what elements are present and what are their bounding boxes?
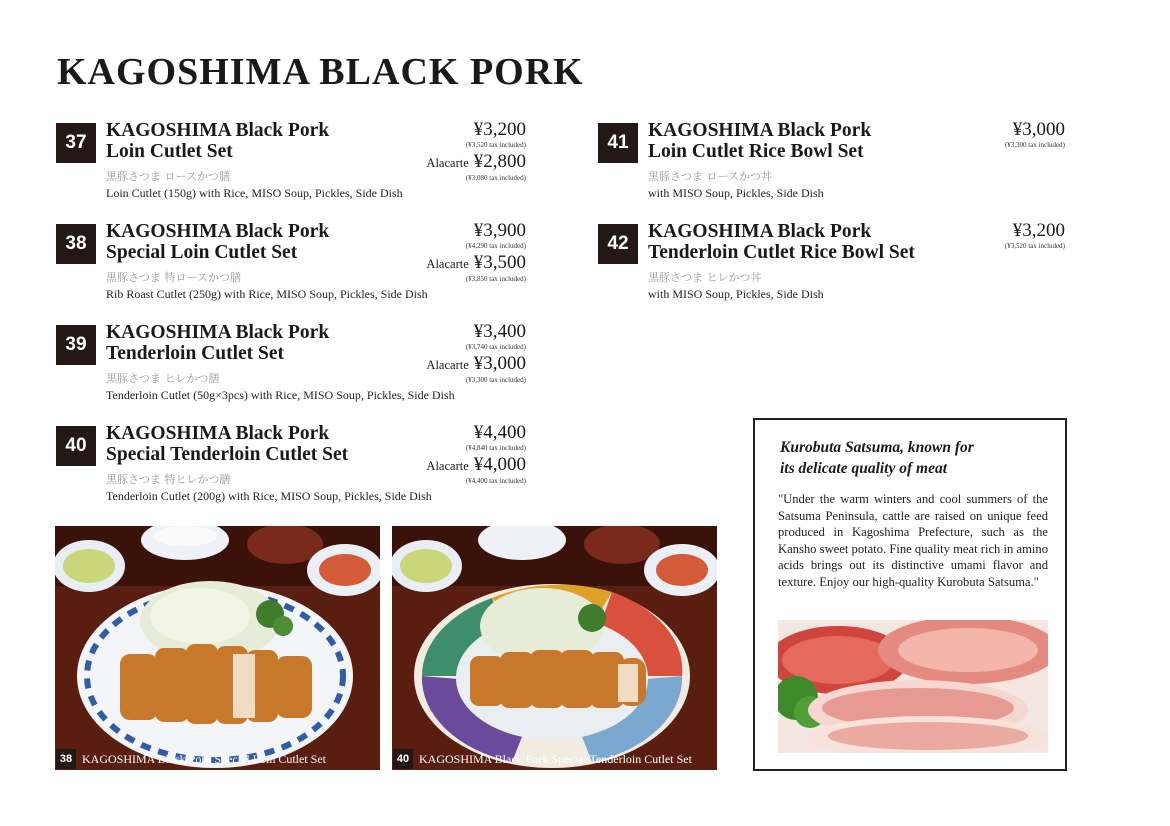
alacarte-price: ¥4,000: [473, 454, 526, 475]
item-number-badge: 41: [598, 123, 638, 163]
menu-item-41[interactable]: [598, 120, 1068, 210]
item-japanese-name: 黒豚さつま ヒレかつ膳: [106, 372, 220, 385]
item-number-badge: 37: [56, 123, 96, 163]
caption-number-badge: 38: [56, 749, 76, 769]
item-name: KAGOSHIMA Black Pork Tenderloin Cutlet Set: [106, 322, 330, 364]
price-block: [1005, 221, 1065, 251]
set-price-tax: (¥4,840 tax included): [465, 444, 526, 452]
item-number-badge: 40: [56, 426, 96, 466]
price-block: [1005, 120, 1065, 150]
item-description: with MISO Soup, Pickles, Side Dish: [648, 186, 824, 200]
photo-caption: [392, 748, 692, 770]
price-block: [426, 120, 526, 183]
alacarte-price-tax: (¥3,850 tax included): [465, 275, 526, 283]
item-number-badge: 42: [598, 224, 638, 264]
item-name: KAGOSHIMA Black Pork Special Tenderloin Cutlet Set: [106, 423, 349, 465]
item-japanese-name: 黒豚さつま ヒレかつ丼: [648, 271, 762, 284]
set-price: ¥3,200: [1012, 220, 1065, 241]
caption-text: KAGOSHIMA Black Pork Special Tenderloin Cutlet Set: [419, 751, 692, 766]
info-box-title: Kurobuta Satsuma, known for its delicate quality of meat: [780, 439, 974, 477]
item-name: KAGOSHIMA Black Pork Special Loin Cutlet Set: [106, 221, 330, 263]
kurobuta-info-box: [753, 418, 1067, 771]
item-name: KAGOSHIMA Black Pork Loin Cutlet Set: [106, 120, 330, 162]
item-japanese-name: 黒豚さつま 特ロースかつ膳: [106, 271, 241, 284]
item-japanese-name: 黒豚さつま ロースかつ膳: [106, 170, 230, 183]
alacarte-price: ¥3,500: [473, 252, 526, 273]
item-description: with MISO Soup, Pickles, Side Dish: [648, 287, 824, 301]
item-japanese-name: 黒豚さつま ロースかつ丼: [648, 170, 772, 183]
set-price-tax: (¥3,520 tax included): [465, 141, 526, 149]
caption-number-badge: 40: [393, 749, 413, 769]
alacarte-label: Alacarte: [426, 156, 469, 170]
item-name: KAGOSHIMA Black Pork Loin Cutlet Rice Bowl Set: [648, 120, 872, 162]
alacarte-label: Alacarte: [426, 358, 469, 372]
alacarte-price-tax: (¥4,400 tax included): [465, 477, 526, 485]
item-description: Loin Cutlet (150g) with Rice, MISO Soup, Pickles, Side Dish: [106, 186, 403, 200]
menu-item-40[interactable]: [56, 423, 526, 513]
set-price-tax: (¥4,290 tax included): [465, 242, 526, 250]
set-price: ¥3,900: [473, 220, 526, 241]
set-price: ¥3,200: [473, 119, 526, 140]
photo-illustration: [55, 526, 380, 770]
price-block: [426, 423, 526, 486]
menu-item-42[interactable]: [598, 221, 1068, 311]
set-price-tax: (¥3,740 tax included): [465, 343, 526, 351]
item-name: KAGOSHIMA Black Pork Tenderloin Cutlet Rice Bowl Set: [648, 221, 915, 263]
item-number-badge: 38: [56, 224, 96, 264]
raw-pork-photo: [778, 620, 1048, 753]
menu-item-37[interactable]: [56, 120, 526, 210]
alacarte-price-tax: (¥3,080 tax included): [465, 174, 526, 182]
page-title: KAGOSHIMA BLACK PORK: [57, 51, 584, 93]
food-photo-special-loin: [55, 526, 380, 770]
item-description: Rib Roast Cutlet (250g) with Rice, MISO Soup, Pickles, Side Dish: [106, 287, 428, 301]
set-price: ¥3,400: [473, 321, 526, 342]
set-price: ¥4,400: [473, 422, 526, 443]
photo-illustration: [778, 620, 1048, 753]
item-description: Tenderloin Cutlet (50g×3pcs) with Rice, MISO Soup, Pickles, Side Dish: [106, 388, 455, 402]
item-number-badge: 39: [56, 325, 96, 365]
set-price-tax: (¥3,520 tax included): [1004, 242, 1065, 250]
item-description: Tenderloin Cutlet (200g) with Rice, MISO Soup, Pickles, Side Dish: [106, 489, 432, 503]
alacarte-price: ¥3,000: [473, 353, 526, 374]
price-block: [426, 322, 526, 385]
set-price-tax: (¥3,300 tax included): [1004, 141, 1065, 149]
alacarte-label: Alacarte: [426, 459, 469, 473]
food-photo-special-tenderloin: [392, 526, 717, 770]
alacarte-price-tax: (¥3,300 tax included): [465, 376, 526, 384]
alacarte-label: Alacarte: [426, 257, 469, 271]
photo-illustration: [392, 526, 717, 770]
menu-item-39[interactable]: [56, 322, 526, 412]
alacarte-price: ¥2,800: [473, 151, 526, 172]
info-box-body: "Under the warm winters and cool summers of the Satsuma Peninsula, cattle are raised on unique feed produced in Kagoshima Prefecture, such as the Kansho sweet potato. Fine quality meat rich in amino acids brings out its distinctive umami flavor and texture. Enjoy our high-quality Kurobuta Satsuma.": [778, 492, 1048, 589]
item-japanese-name: 黒豚さつま 特ヒレかつ膳: [106, 473, 231, 486]
photo-caption: [55, 748, 326, 770]
set-price: ¥3,000: [1012, 119, 1065, 140]
caption-text: KAGOSHIMA Black Pork Special Loin Cutlet Set: [82, 751, 326, 766]
menu-item-38[interactable]: [56, 221, 526, 311]
price-block: [426, 221, 526, 284]
